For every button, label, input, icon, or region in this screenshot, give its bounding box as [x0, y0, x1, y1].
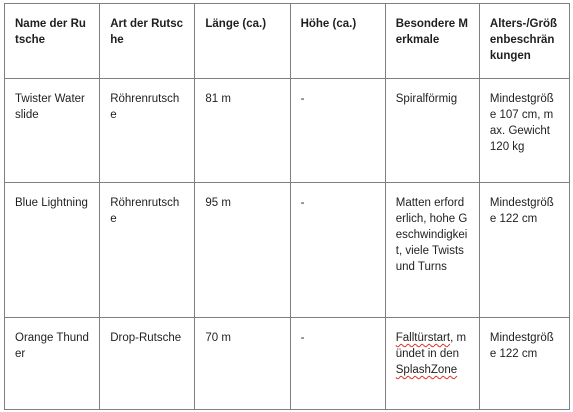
header-length: Länge (ca.)	[195, 4, 290, 79]
cell-type: Röhrenrutsche	[100, 79, 195, 183]
spellcheck-word: SplashZone	[395, 364, 458, 376]
cell-type: Drop-Rutsche	[100, 318, 195, 410]
cell-length: 70 m	[195, 318, 290, 410]
cell-length: 81 m	[195, 79, 290, 183]
cell-height: -	[290, 183, 385, 318]
spellcheck-word: Falltürstart	[395, 332, 451, 344]
cell-features: Matten erforderlich, hohe Geschwindigkeit, viele Twists und Turns	[385, 183, 479, 318]
header-name: Name der Rutsche	[5, 4, 100, 79]
cell-restrictions: Mindestgröße 122 cm	[479, 183, 569, 318]
cell-features: Spiralförmig	[385, 79, 479, 183]
header-restrictions: Alters-/Größenbeschränkungen	[479, 4, 569, 79]
cell-name: Blue Lightning	[5, 183, 100, 318]
header-height: Höhe (ca.)	[290, 4, 385, 79]
cell-name: Orange Thunder	[5, 318, 100, 410]
cell-type: Röhrenrutsche	[100, 183, 195, 318]
cell-name: Twister Waterslide	[5, 79, 100, 183]
header-type: Art der Rutsche	[100, 4, 195, 79]
cell-height: -	[290, 318, 385, 410]
table-row	[5, 318, 570, 410]
cell-features	[385, 318, 479, 410]
cell-restrictions: Mindestgröße 122 cm	[479, 318, 569, 410]
table-row	[5, 79, 570, 183]
table-row	[5, 183, 570, 318]
features-text: , mündet in den	[395, 332, 467, 360]
header-row	[5, 4, 570, 79]
slides-table	[4, 3, 570, 410]
cell-length: 95 m	[195, 183, 290, 318]
cell-restrictions: Mindestgröße 107 cm, max. Gewicht 120 kg	[479, 79, 569, 183]
header-features: Besondere Merkmale	[385, 4, 479, 79]
cell-height: -	[290, 79, 385, 183]
